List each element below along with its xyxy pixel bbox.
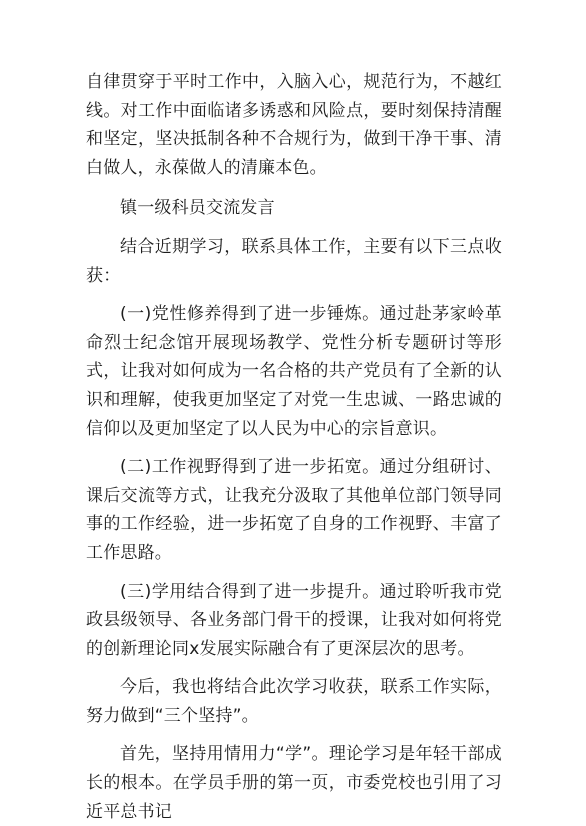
paragraph-point-one: (一)党性修养得到了进一步锤炼。通过赴茅家岭革命烈士纪念馆开展现场教学、党性分析专题研讨等形式，让我对如何成为一名合格的共产党员有了全新的认识和理解，使我更加坚定了对党一生忠诚、一路忠诚的信仰以及更加坚定了以人民为中心的宗旨意识。 [86, 304, 502, 439]
paragraph-point-three: (三)学用结合得到了进一步提升。通过聆听我市党政县级领导、各业务部门骨干的授课，让我对如何将党的创新理论同x发展实际融合有了更深层次的思考。 [86, 581, 502, 659]
paragraph-future-plans: 今后，我也将结合此次学习收获，联系工作实际，努力做到“三个坚持”。 [86, 677, 502, 726]
paragraph-first-commitment: 首先，坚持用情用力“学”。理论学习是年轻干部成长的根本。在学员手册的第一页，市委党校也引用了习近平总书记 [86, 744, 502, 822]
paragraph-intro: 结合近期学习，联系具体工作，主要有以下三点收获： [86, 236, 502, 286]
paragraph-point-two: (二)工作视野得到了进一步拓宽。通过分组研讨、课后交流等方式，让我充分汲取了其他单位部门领导同事的工作经验，进一步拓宽了自身的工作视野、丰富了工作思路。 [86, 457, 502, 563]
speech-title: 镇一级科员交流发言 [120, 198, 275, 219]
document-body [86, 68, 502, 826]
paragraph-self-discipline: 自律贯穿于平时工作中，入脑入心，规范行为，不越红线。对工作中面临诸多诱惑和风险点，要时刻保持清醒和坚定，坚决抵制各种不合规行为，做到干净干事、清白做人，永葆做人的清廉本色。 [86, 72, 502, 178]
